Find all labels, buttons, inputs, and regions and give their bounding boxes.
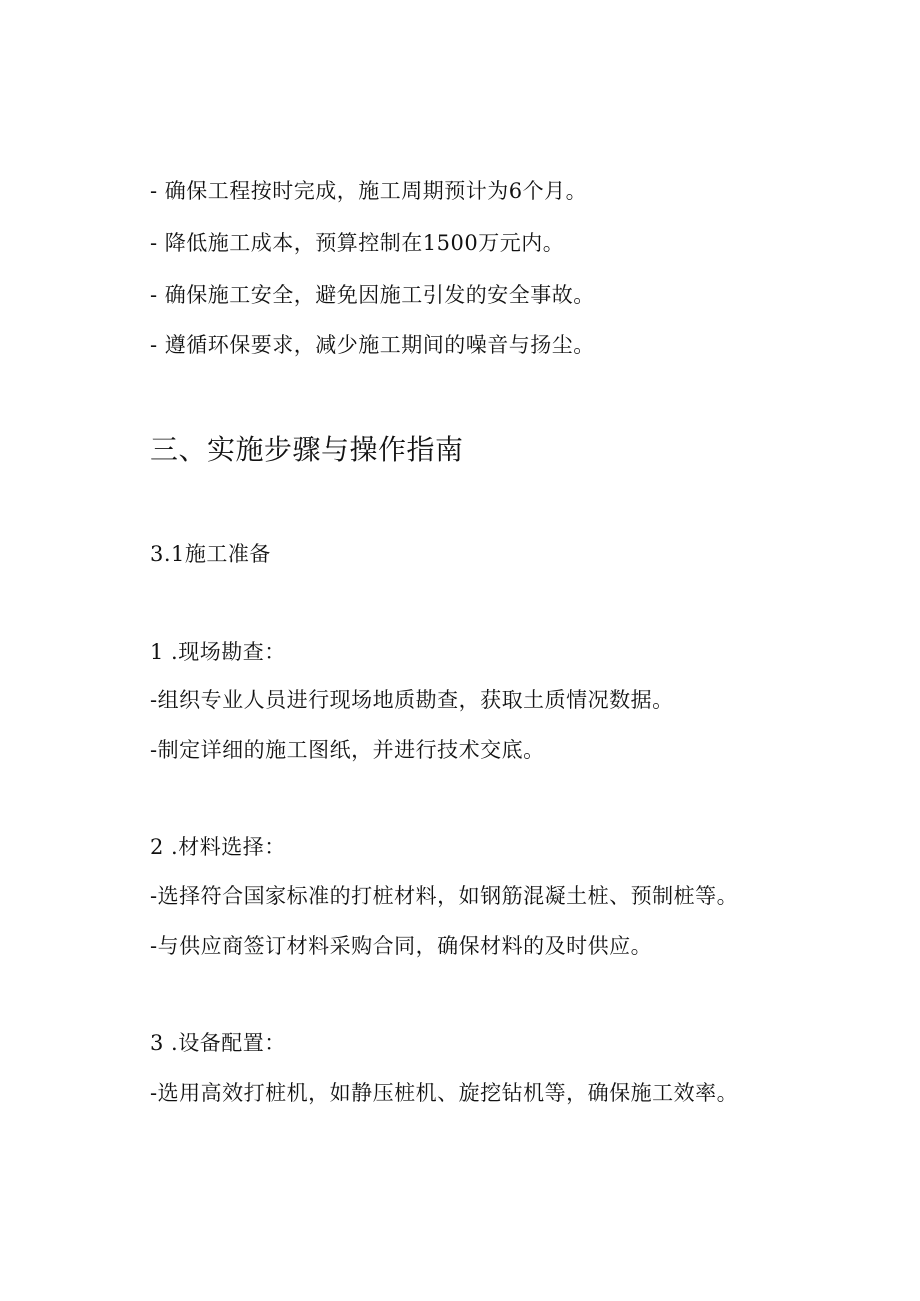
item-title: 1 .现场勘查： [150, 640, 286, 664]
goal-item: - 降低施工成本，预算控制在1500万元内。 [150, 231, 565, 255]
subsection-title: 3.1施工准备 [150, 542, 271, 566]
item-line: -选用高效打桩机，如静压桩机、旋挖钻机等，确保施工效率。 [150, 1081, 739, 1105]
item-line: -选择符合国家标准的打桩材料，如钢筋混凝土桩、预制桩等。 [150, 884, 739, 908]
goal-item: - 确保施工安全，避免因施工引发的安全事故。 [150, 283, 595, 307]
section-heading: 三、实施步骤与操作指南 [150, 433, 464, 466]
item-line: -制定详细的施工图纸，并进行技术交底。 [150, 738, 545, 762]
item-title: 3 .设备配置： [150, 1031, 286, 1055]
goal-item: - 确保工程按时完成，施工周期预计为6个月。 [150, 179, 588, 203]
item-title: 2 .材料选择： [150, 835, 286, 859]
item-line: -与供应商签订材料采购合同，确保材料的及时供应。 [150, 934, 653, 958]
item-line: -组织专业人员进行现场地质勘查，获取土质情况数据。 [150, 688, 674, 712]
goal-item: - 遵循环保要求，减少施工期间的噪音与扬尘。 [150, 333, 595, 357]
